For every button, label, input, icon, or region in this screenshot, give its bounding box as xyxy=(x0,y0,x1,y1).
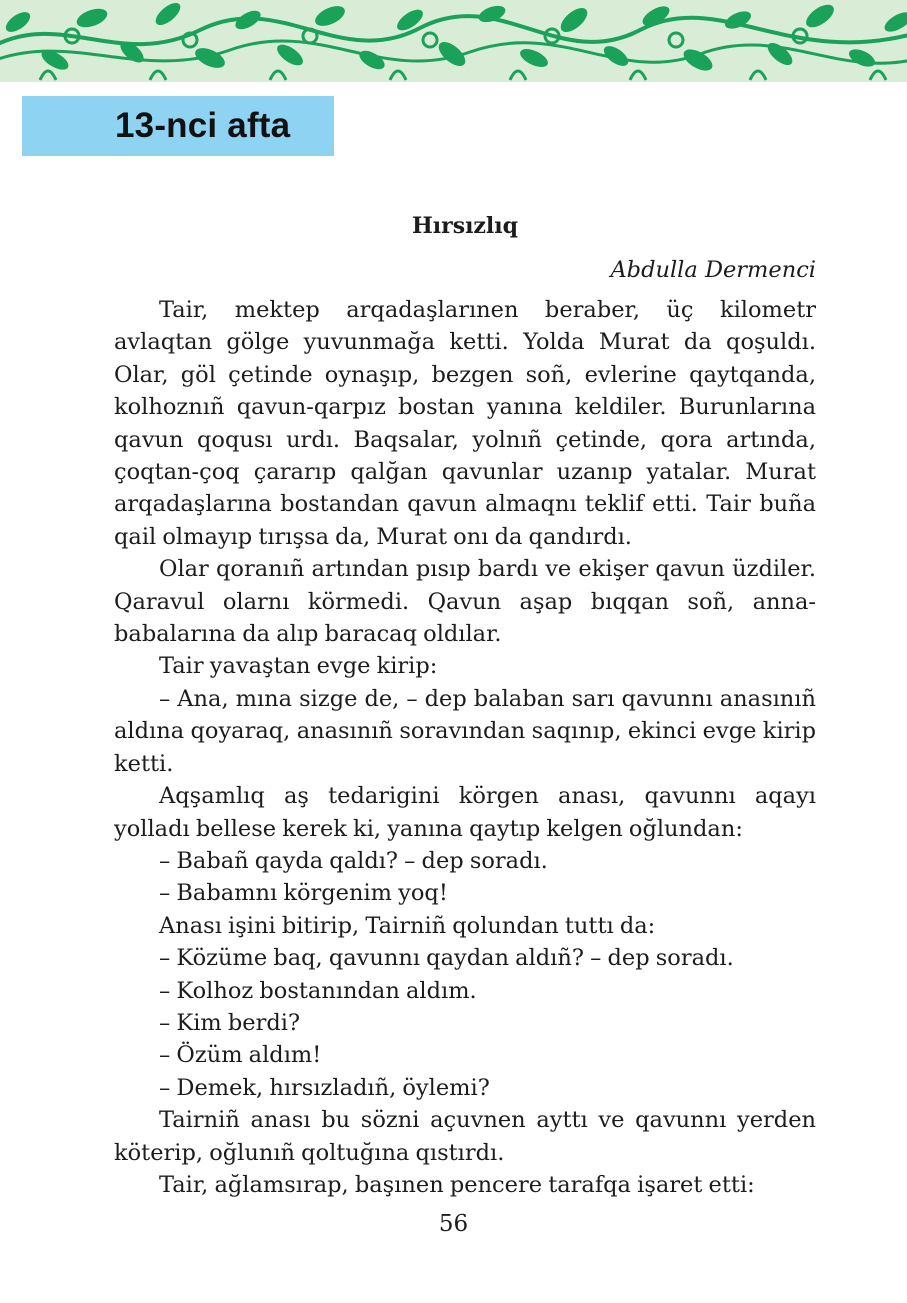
paragraph: – Kolhoz bostanından aldım. xyxy=(159,977,477,1004)
paragraph: – Közüme baq, qavunnı qaydan aldıñ? – dep soradı. xyxy=(159,945,734,972)
story-author: Abdulla Dermenci xyxy=(610,257,816,283)
paragraph: – Babañ qayda qaldı? – dep soradı. xyxy=(159,847,548,874)
paragraph: Tair, mektep arqadaşlarınen beraber, üç kilometr avlaqtan gölge yuvunmağa ketti. Yolda Murat da qoşuldı. Olar, göl çetinde oynaşıp, bezgen soñ, evlerine qaytqanda, kolhoznıñ qavun-qarpız bostan yanına keldiler. Burunlarına qavun qoqusı urdı. Baqsalar, yolnıñ çetinde, qora artında, çoqtan-çoq çararıp qalğan qavunlar uzanıp yatalar. Murat arqadaşlarına bostandan qavun almaqnı teklif etti. Tair buña qail olmayıp tırışsa da, Murat onı da qandırdı. xyxy=(114,297,816,550)
week-label: 13-nci afta xyxy=(115,106,291,145)
paragraph: Anası işini bitirip, Tairniñ qolundan tuttı da: xyxy=(159,912,656,939)
paragraph: Olar qoranıñ artından pısıp bardı ve ekişer qavun üzdiler. Qaravul olarnı körmedi. Qavun aşap bıqqan soñ, anna-babalarına da alıp baracaq oldılar. xyxy=(114,556,816,648)
paragraph: Tair yavaştan evge kirip: xyxy=(159,653,438,680)
paragraph: – Demek, hırsızladıñ, öylemi? xyxy=(159,1074,490,1101)
story-text xyxy=(114,294,816,1201)
paragraph: Tair, ağlamsırap, başınen pencere tarafqa işaret etti: xyxy=(159,1171,755,1198)
paragraph: – Ana, mına sizge de, – dep balaban sarı qavunnı anasınıñ aldına qoyaraq, anasınıñ soravından saqınıp, ekinci evge kirip ketti. xyxy=(114,685,816,777)
page-number: 56 xyxy=(438,1211,469,1237)
paragraph: – Babamnı körgenim yoq! xyxy=(159,880,448,907)
paragraph: – Özüm aldım! xyxy=(159,1042,322,1069)
paragraph: – Kim berdi? xyxy=(159,1009,301,1036)
week-label-banner xyxy=(22,96,334,156)
floral-vine-ornament-icon xyxy=(0,0,907,82)
paragraph: Aqşamlıq aş tedarigini körgen anası, qavunnı aqayı yolladı bellese kerek ki, yanına qaytıp kelgen oğlundan: xyxy=(114,783,816,842)
story-title: Hırsızlıq xyxy=(411,213,519,239)
paragraph: Tairniñ anası bu sözni açuvnen ayttı ve qavunnı yerden köterip, oğlunıñ qoltuğına qıstırdı. xyxy=(114,1107,816,1166)
